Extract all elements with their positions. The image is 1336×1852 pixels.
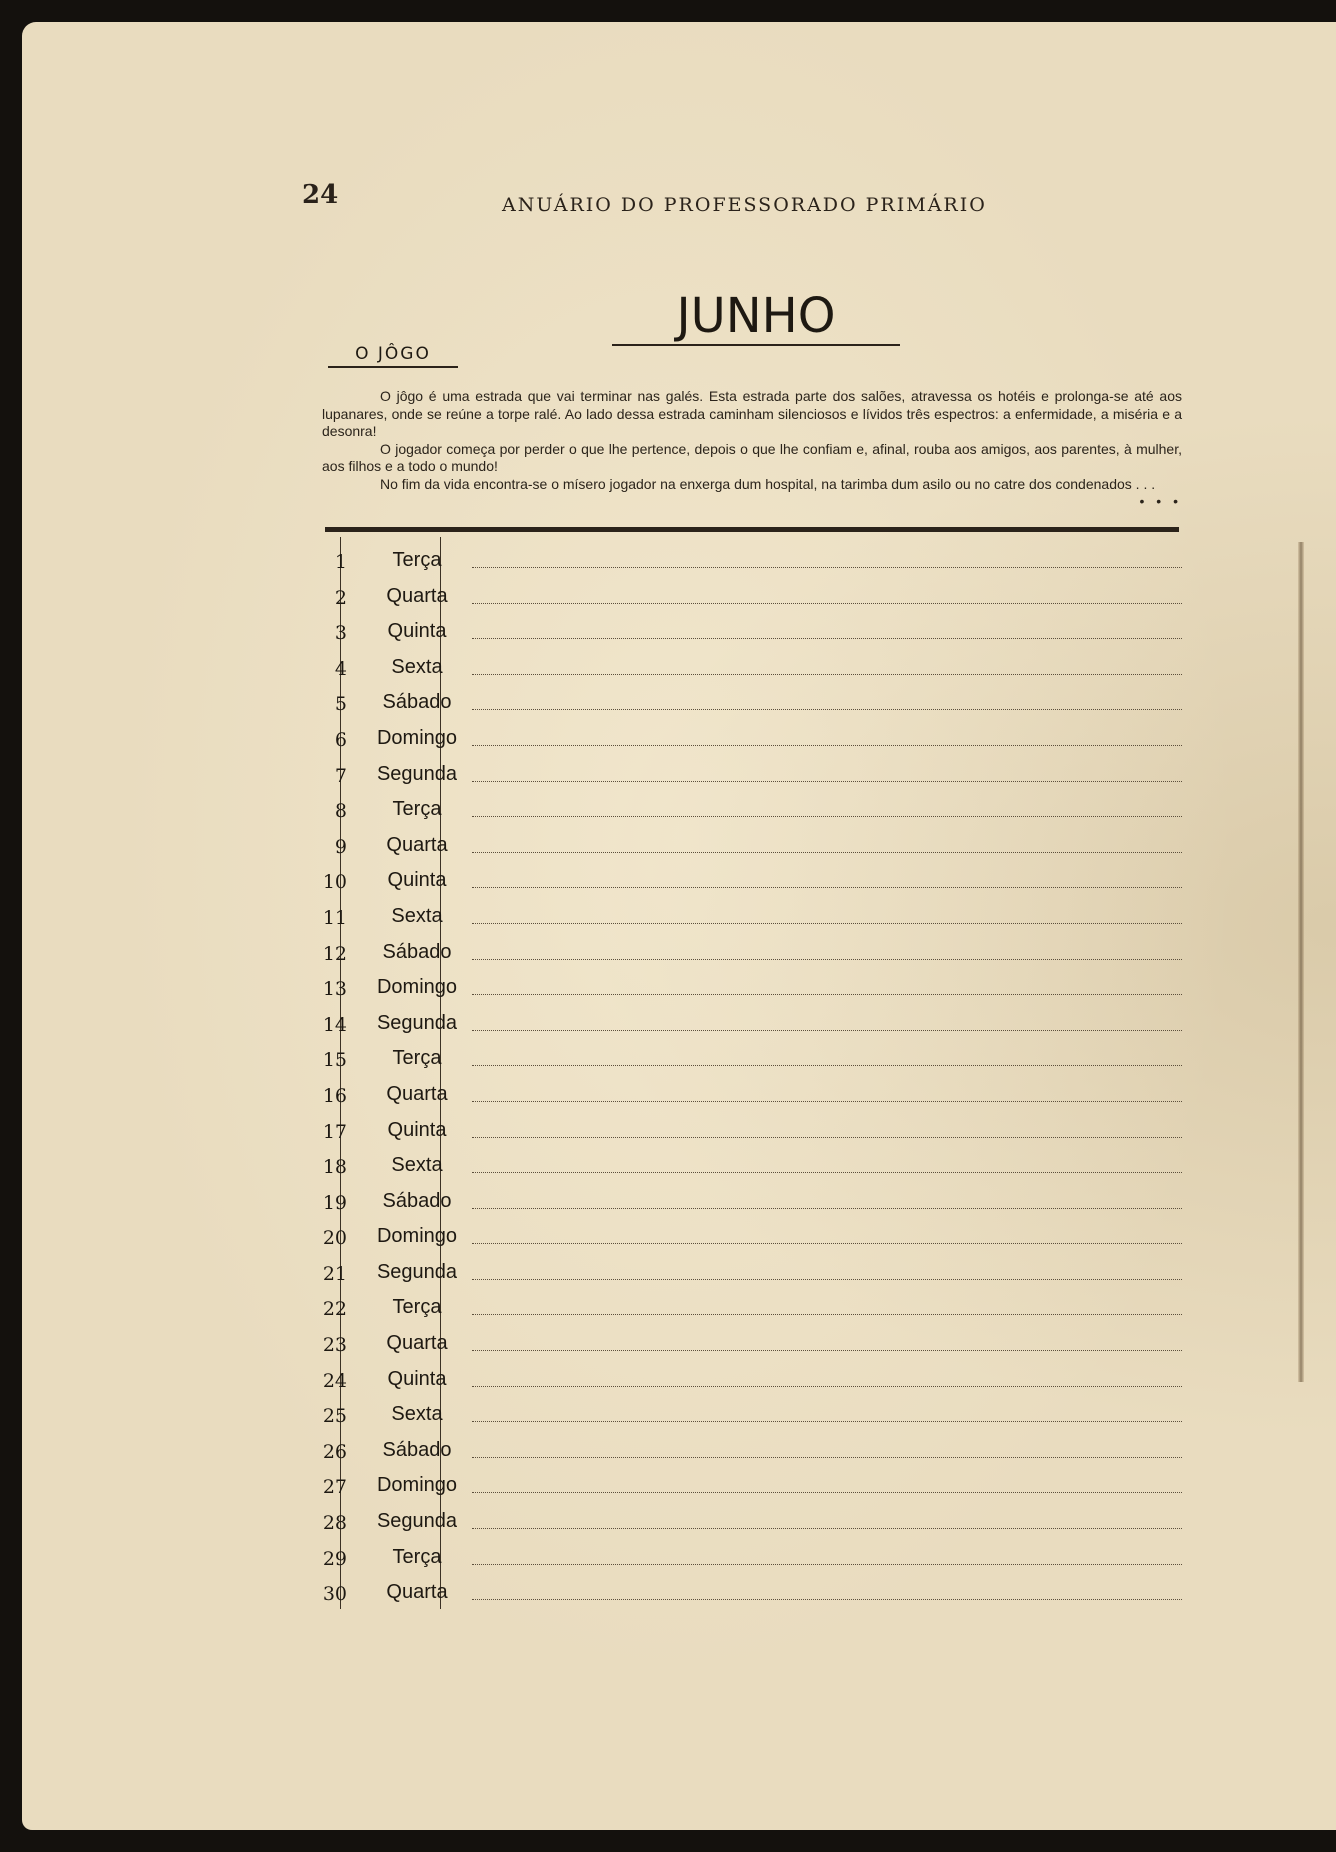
weekday-name: Sábado — [382, 940, 452, 963]
calendar-row — [312, 1178, 1182, 1214]
essay-paragraph-text: No fim da vida encontra-se o mísero jogador na enxerga dum hospital, na tarimba dum asilo ou no catre dos condenados . . . — [380, 475, 1156, 492]
note-line[interactable] — [472, 1065, 1182, 1066]
weekday-name: Sábado — [382, 1438, 452, 1461]
calendar-row — [312, 1498, 1182, 1534]
note-line[interactable] — [472, 1528, 1182, 1529]
note-line[interactable] — [472, 1350, 1182, 1351]
day-number: 3 — [334, 622, 347, 645]
weekday-name: Quarta — [386, 1332, 448, 1355]
end-mark: • • • — [1139, 493, 1182, 509]
day-number: 5 — [334, 693, 347, 716]
note-line[interactable] — [472, 567, 1182, 568]
page-number: 24 — [302, 180, 339, 210]
calendar-row — [312, 1142, 1182, 1178]
weekday-name: Sexta — [391, 1154, 443, 1177]
weekday-name: Sexta — [391, 904, 443, 927]
day-number: 30 — [322, 1583, 347, 1606]
note-line[interactable] — [472, 745, 1182, 746]
day-number: 6 — [334, 728, 347, 751]
note-line[interactable] — [472, 816, 1182, 817]
weekday-name: Quarta — [386, 1581, 448, 1604]
note-line[interactable] — [472, 1030, 1182, 1031]
weekday-name: Terça — [392, 1296, 442, 1319]
calendar-row — [312, 644, 1182, 680]
calendar-row — [312, 1391, 1182, 1427]
day-number: 21 — [322, 1262, 347, 1285]
day-number: 9 — [334, 835, 347, 858]
calendar-row — [312, 715, 1182, 751]
day-number: 7 — [334, 764, 347, 787]
calendar-row — [312, 786, 1182, 822]
day-number: 26 — [322, 1440, 347, 1463]
essay-text — [322, 388, 1182, 511]
day-number: 25 — [322, 1405, 347, 1428]
day-number: 28 — [322, 1512, 347, 1535]
note-line[interactable] — [472, 638, 1182, 639]
calendar-row — [312, 1284, 1182, 1320]
running-header — [302, 172, 1002, 216]
weekday-name: Domingo — [376, 976, 458, 999]
weekday-name: Sábado — [382, 1189, 452, 1212]
calendar-row — [312, 1320, 1182, 1356]
note-line[interactable] — [472, 852, 1182, 853]
calendar-row — [312, 573, 1182, 609]
weekday-name: Domingo — [376, 1474, 458, 1497]
weekday-name: Sábado — [382, 691, 452, 714]
month-title: JUNHO — [612, 292, 900, 346]
calendar-row — [312, 1107, 1182, 1143]
weekday-name: Segunda — [376, 1260, 458, 1283]
note-line[interactable] — [472, 1101, 1182, 1102]
note-line[interactable] — [472, 959, 1182, 960]
note-line[interactable] — [472, 603, 1182, 604]
weekday-name: Segunda — [376, 1510, 458, 1533]
note-line[interactable] — [472, 1137, 1182, 1138]
calendar-row — [312, 1035, 1182, 1071]
calendar-row — [312, 1462, 1182, 1498]
note-line[interactable] — [472, 709, 1182, 710]
day-number: 11 — [322, 906, 347, 929]
calendar-row — [312, 857, 1182, 893]
note-line[interactable] — [472, 1279, 1182, 1280]
calendar-row — [312, 822, 1182, 858]
weekday-name: Quinta — [387, 1367, 447, 1390]
note-line[interactable] — [472, 1492, 1182, 1493]
weekday-name: Quinta — [387, 620, 447, 643]
day-number: 16 — [322, 1084, 347, 1107]
weekday-name: Sexta — [391, 655, 443, 678]
calendar-row — [312, 679, 1182, 715]
weekday-name: Quarta — [386, 1082, 448, 1105]
weekday-name: Terça — [392, 798, 442, 821]
calendar-row — [312, 893, 1182, 929]
day-number: 24 — [322, 1369, 347, 1392]
day-number: 17 — [322, 1120, 347, 1143]
day-number: 4 — [334, 657, 347, 680]
note-line[interactable] — [472, 994, 1182, 995]
day-number: 2 — [334, 586, 347, 609]
note-line[interactable] — [472, 1457, 1182, 1458]
day-number: 22 — [322, 1298, 347, 1321]
day-number: 23 — [322, 1334, 347, 1357]
weekday-name: Quinta — [387, 1118, 447, 1141]
note-line[interactable] — [472, 1172, 1182, 1173]
weekday-name: Terça — [392, 549, 442, 571]
weekday-name: Quinta — [387, 869, 447, 892]
day-number: 1 — [334, 551, 347, 573]
weekday-name: Segunda — [376, 762, 458, 785]
separator-rule — [325, 527, 1179, 532]
calendar-row — [312, 537, 1182, 573]
document-page — [22, 22, 1336, 1830]
calendar-row — [312, 1000, 1182, 1036]
day-number: 27 — [322, 1476, 347, 1499]
note-line[interactable] — [472, 923, 1182, 924]
day-number: 20 — [322, 1227, 347, 1250]
calendar-row — [312, 751, 1182, 787]
note-line[interactable] — [472, 1243, 1182, 1244]
note-line[interactable] — [472, 674, 1182, 675]
note-line[interactable] — [472, 1599, 1182, 1600]
calendar-row — [312, 608, 1182, 644]
weekday-name: Sexta — [391, 1403, 443, 1426]
journal-title: ANUÁRIO DO PROFESSORADO PRIMÁRIO — [502, 194, 987, 216]
weekday-name: Terça — [392, 1047, 442, 1070]
weekday-name: Segunda — [376, 1011, 458, 1034]
weekday-name: Domingo — [376, 726, 458, 749]
calendar-row — [312, 1427, 1182, 1463]
day-number: 12 — [322, 942, 347, 965]
note-line[interactable] — [472, 781, 1182, 782]
calendar-row — [312, 1213, 1182, 1249]
weekday-name: Quarta — [386, 584, 448, 607]
note-line[interactable] — [472, 1314, 1182, 1315]
calendar-row — [312, 964, 1182, 1000]
day-number: 10 — [322, 871, 347, 894]
weekday-name: Quarta — [386, 833, 448, 856]
essay-paragraph: O jogador começa por perder o que lhe pertence, depois o que lhe confiam e, afinal, rouba aos amigos, aos parentes, à mulher, aos filhos e a todo o mundo! — [322, 440, 1182, 474]
calendar-table — [312, 537, 1182, 1605]
day-number: 19 — [322, 1191, 347, 1214]
day-number: 29 — [322, 1547, 347, 1570]
calendar-row — [312, 929, 1182, 965]
day-number: 15 — [322, 1049, 347, 1072]
note-line[interactable] — [472, 1208, 1182, 1209]
calendar-row — [312, 1356, 1182, 1392]
weekday-name: Terça — [392, 1545, 442, 1568]
weekday-name: Domingo — [376, 1225, 458, 1248]
day-number: 13 — [322, 978, 347, 1001]
note-line[interactable] — [472, 1421, 1182, 1422]
note-line[interactable] — [472, 1386, 1182, 1387]
calendar-row — [312, 1071, 1182, 1107]
essay-paragraph — [322, 475, 1182, 509]
day-number: 8 — [334, 800, 347, 823]
essay-paragraph: O jôgo é uma estrada que vai terminar nas galés. Esta estrada parte dos salões, atravessa os hotéis e prolonga-se até aos lupanares, onde se reúne a torpe ralé. Ao lado dessa estrada caminham silenciosos e lívidos três espectros: a enfermidade, a miséria e a desonra! — [322, 388, 1182, 439]
calendar-row — [312, 1249, 1182, 1285]
note-line[interactable] — [472, 887, 1182, 888]
note-line[interactable] — [472, 1564, 1182, 1565]
calendar-row — [312, 1569, 1182, 1605]
calendar-row — [312, 1534, 1182, 1570]
page-fold-shadow — [1298, 542, 1304, 1382]
day-number: 18 — [322, 1156, 347, 1179]
section-title: O JÔGO — [328, 344, 458, 368]
day-number: 14 — [322, 1013, 347, 1036]
